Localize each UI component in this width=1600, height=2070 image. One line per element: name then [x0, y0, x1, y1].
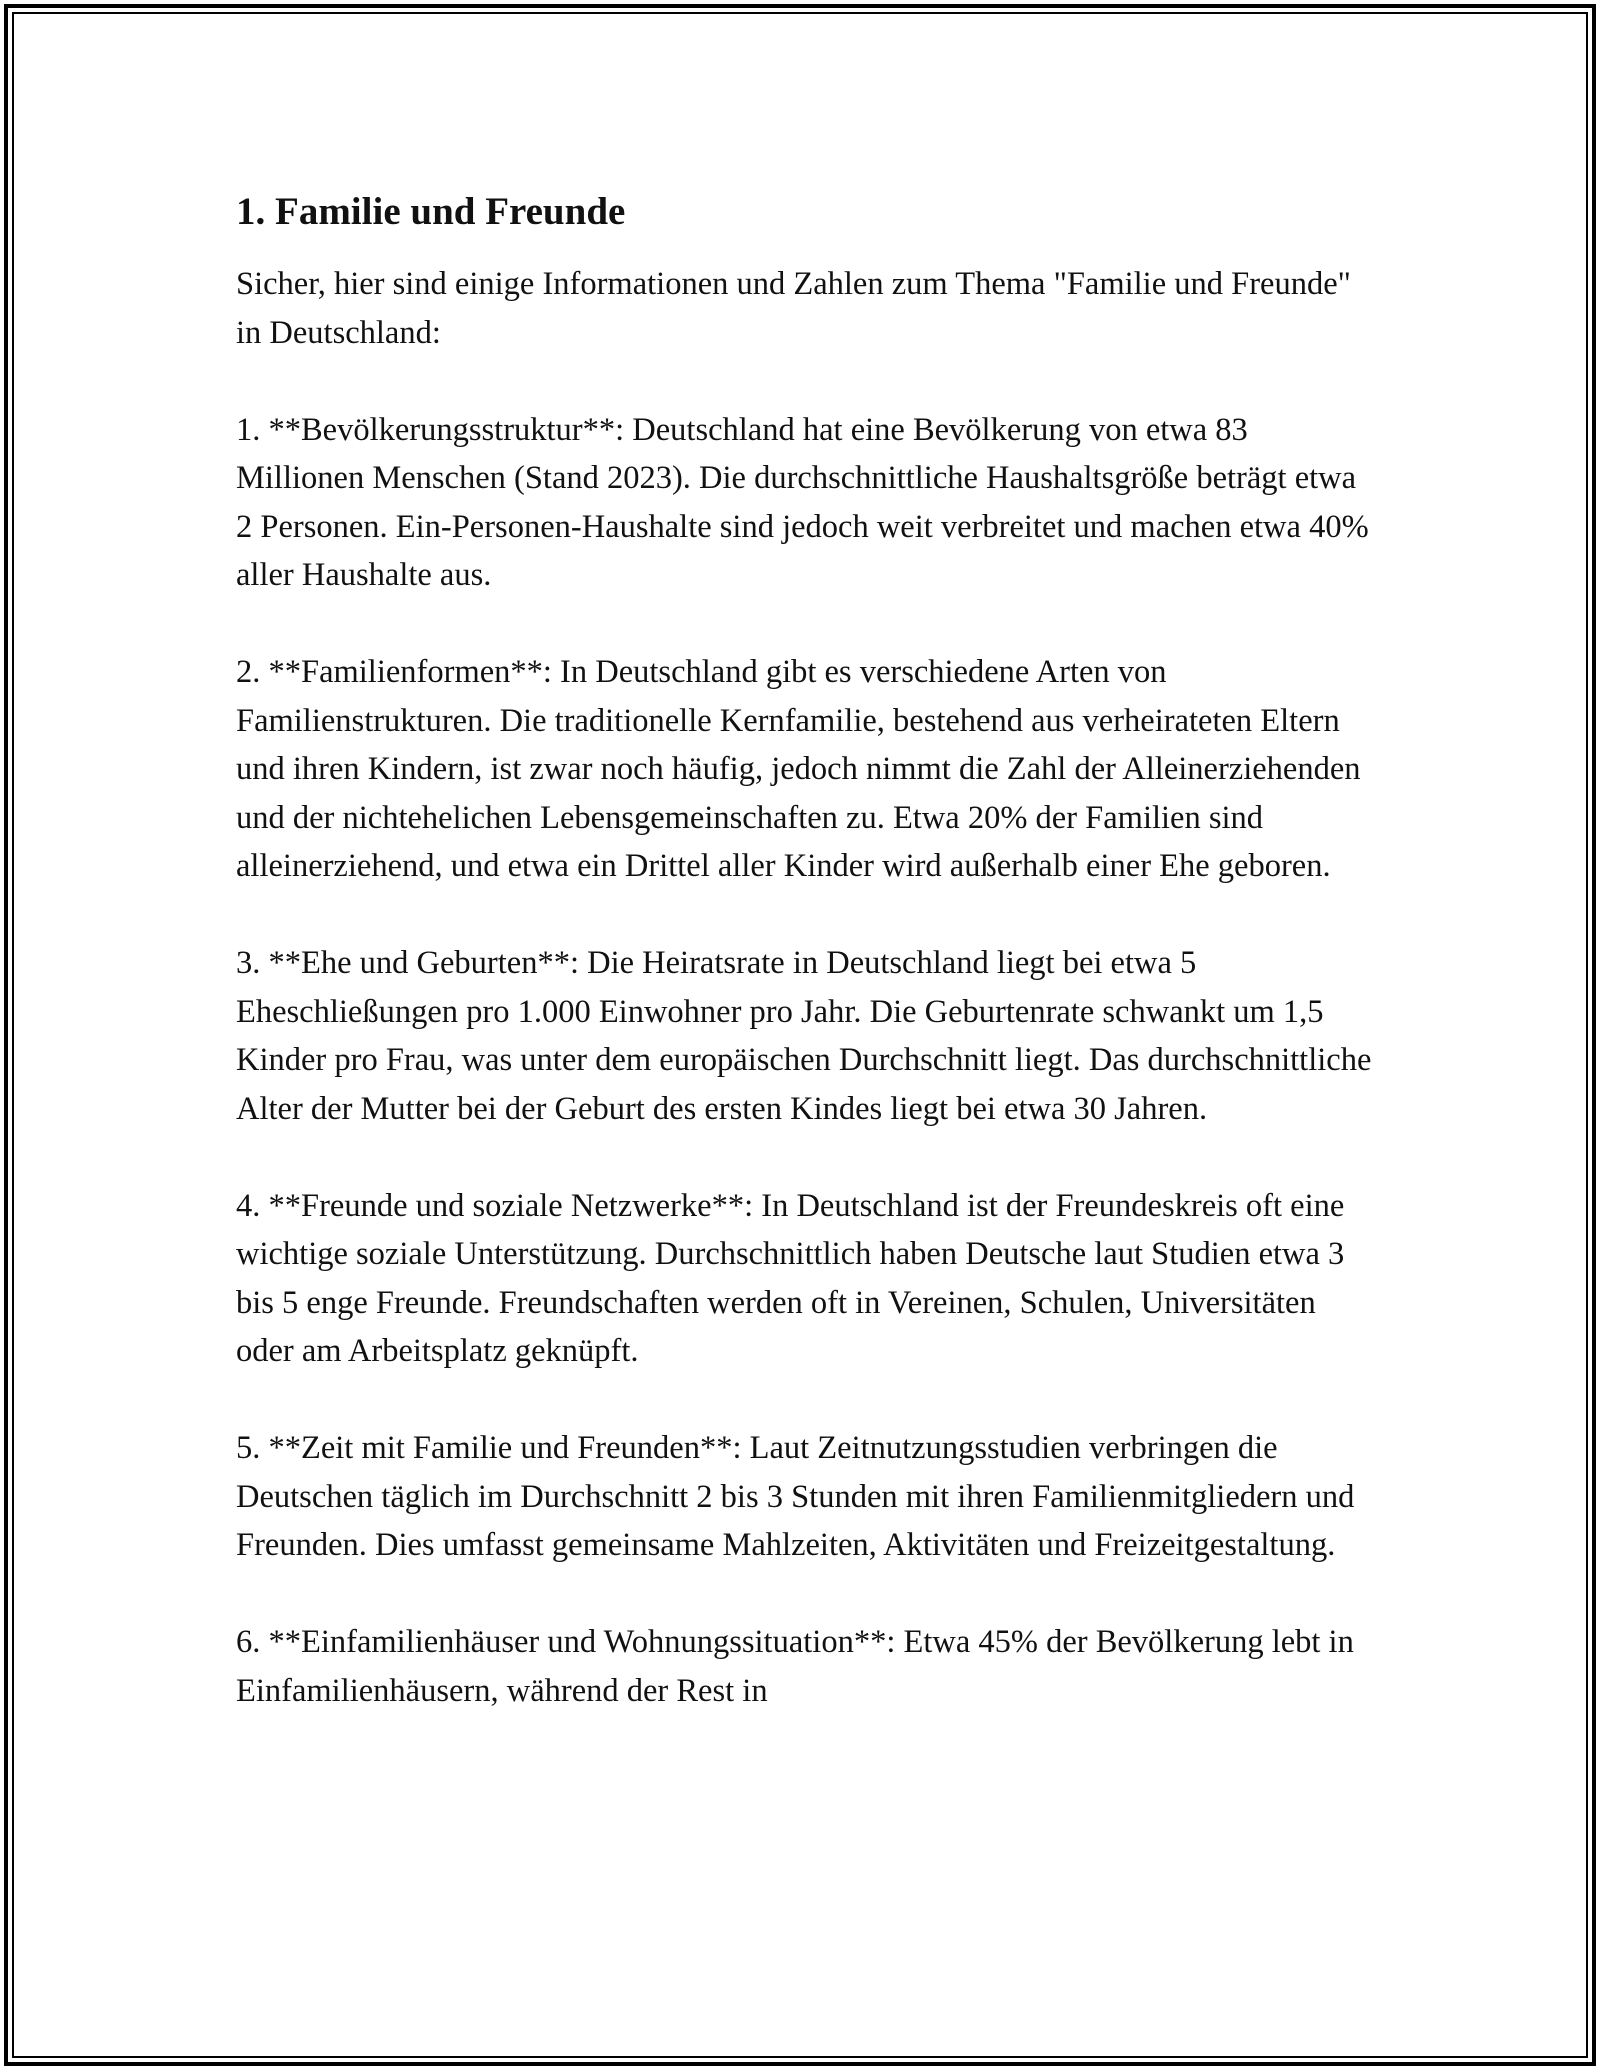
paragraph-freunde-und-netzwerke: 4. **Freunde und soziale Netzwerke**: In Deutschland ist der Freundeskreis oft eine wichtige soziale Unterstützung. Durchschnittlich haben Deutsche laut Studien etwa 3 bis 5 enge Freunde. Freundschaften werden oft in Vereinen, Schulen, Universitäten oder am Arbeitsplatz geknüpft. — [236, 1187, 1345, 1369]
section-heading: 1. Familie und Freunde — [236, 190, 626, 233]
paragraph-familienformen: 2. **Familienformen**: In Deutschland gibt es verschiedene Arten von Familienstrukturen. Die traditionelle Kernfamilie, bestehend aus verheirateten Eltern und ihren Kindern, ist zwar noch häufig, jedoch nimmt die Zahl der Alleinerziehenden und der nichtehelichen Lebensgemeinschaften zu. Etwa 20% der Familien sind alleinerziehend, und etwa ein Drittel aller Kinder wird außerhalb einer Ehe geboren. — [236, 654, 1361, 884]
paragraph-bevoelkerungsstruktur: 1. **Bevölkerungsstruktur**: Deutschland hat eine Bevölkerung von etwa 83 Millionen Menschen (Stand 2023). Die durchschnittliche Haushaltsgröße beträgt etwa 2 Personen. Ein-Personen-Haushalte sind jedoch weit verbreitet und machen etwa 40% aller Haushalte aus. — [236, 411, 1369, 593]
intro-paragraph: Sicher, hier sind einige Informationen und Zahlen zum Thema "Familie und Freunde" in Deutschland: — [236, 266, 1351, 351]
paragraph-ehe-und-geburten: 3. **Ehe und Geburten**: Die Heiratsrate in Deutschland liegt bei etwa 5 Eheschließungen pro 1.000 Einwohner pro Jahr. Die Geburtenrate schwankt um 1,5 Kinder pro Frau, was unter dem europäischen Durchschnitt liegt. Das durchschnittliche Alter der Mutter bei der Geburt des ersten Kindes liegt bei etwa 30 Jahren. — [236, 945, 1372, 1127]
paragraph-zeit-mit-familie: 5. **Zeit mit Familie und Freunden**: Laut Zeitnutzungsstudien verbringen die Deutschen täglich im Durchschnitt 2 bis 3 Stunden mit ihren Familienmitgliedern und Freunden. Dies umfasst gemeinsame Mahlzeiten, Aktivitäten und Freizeitgestaltung. — [236, 1430, 1355, 1563]
document-body — [236, 186, 1376, 1715]
paragraph-wohnungssituation: 6. **Einfamilienhäuser und Wohnungssituation**: Etwa 45% der Bevölkerung lebt in Einfamilienhäusern, während der Rest in — [236, 1624, 1354, 1709]
